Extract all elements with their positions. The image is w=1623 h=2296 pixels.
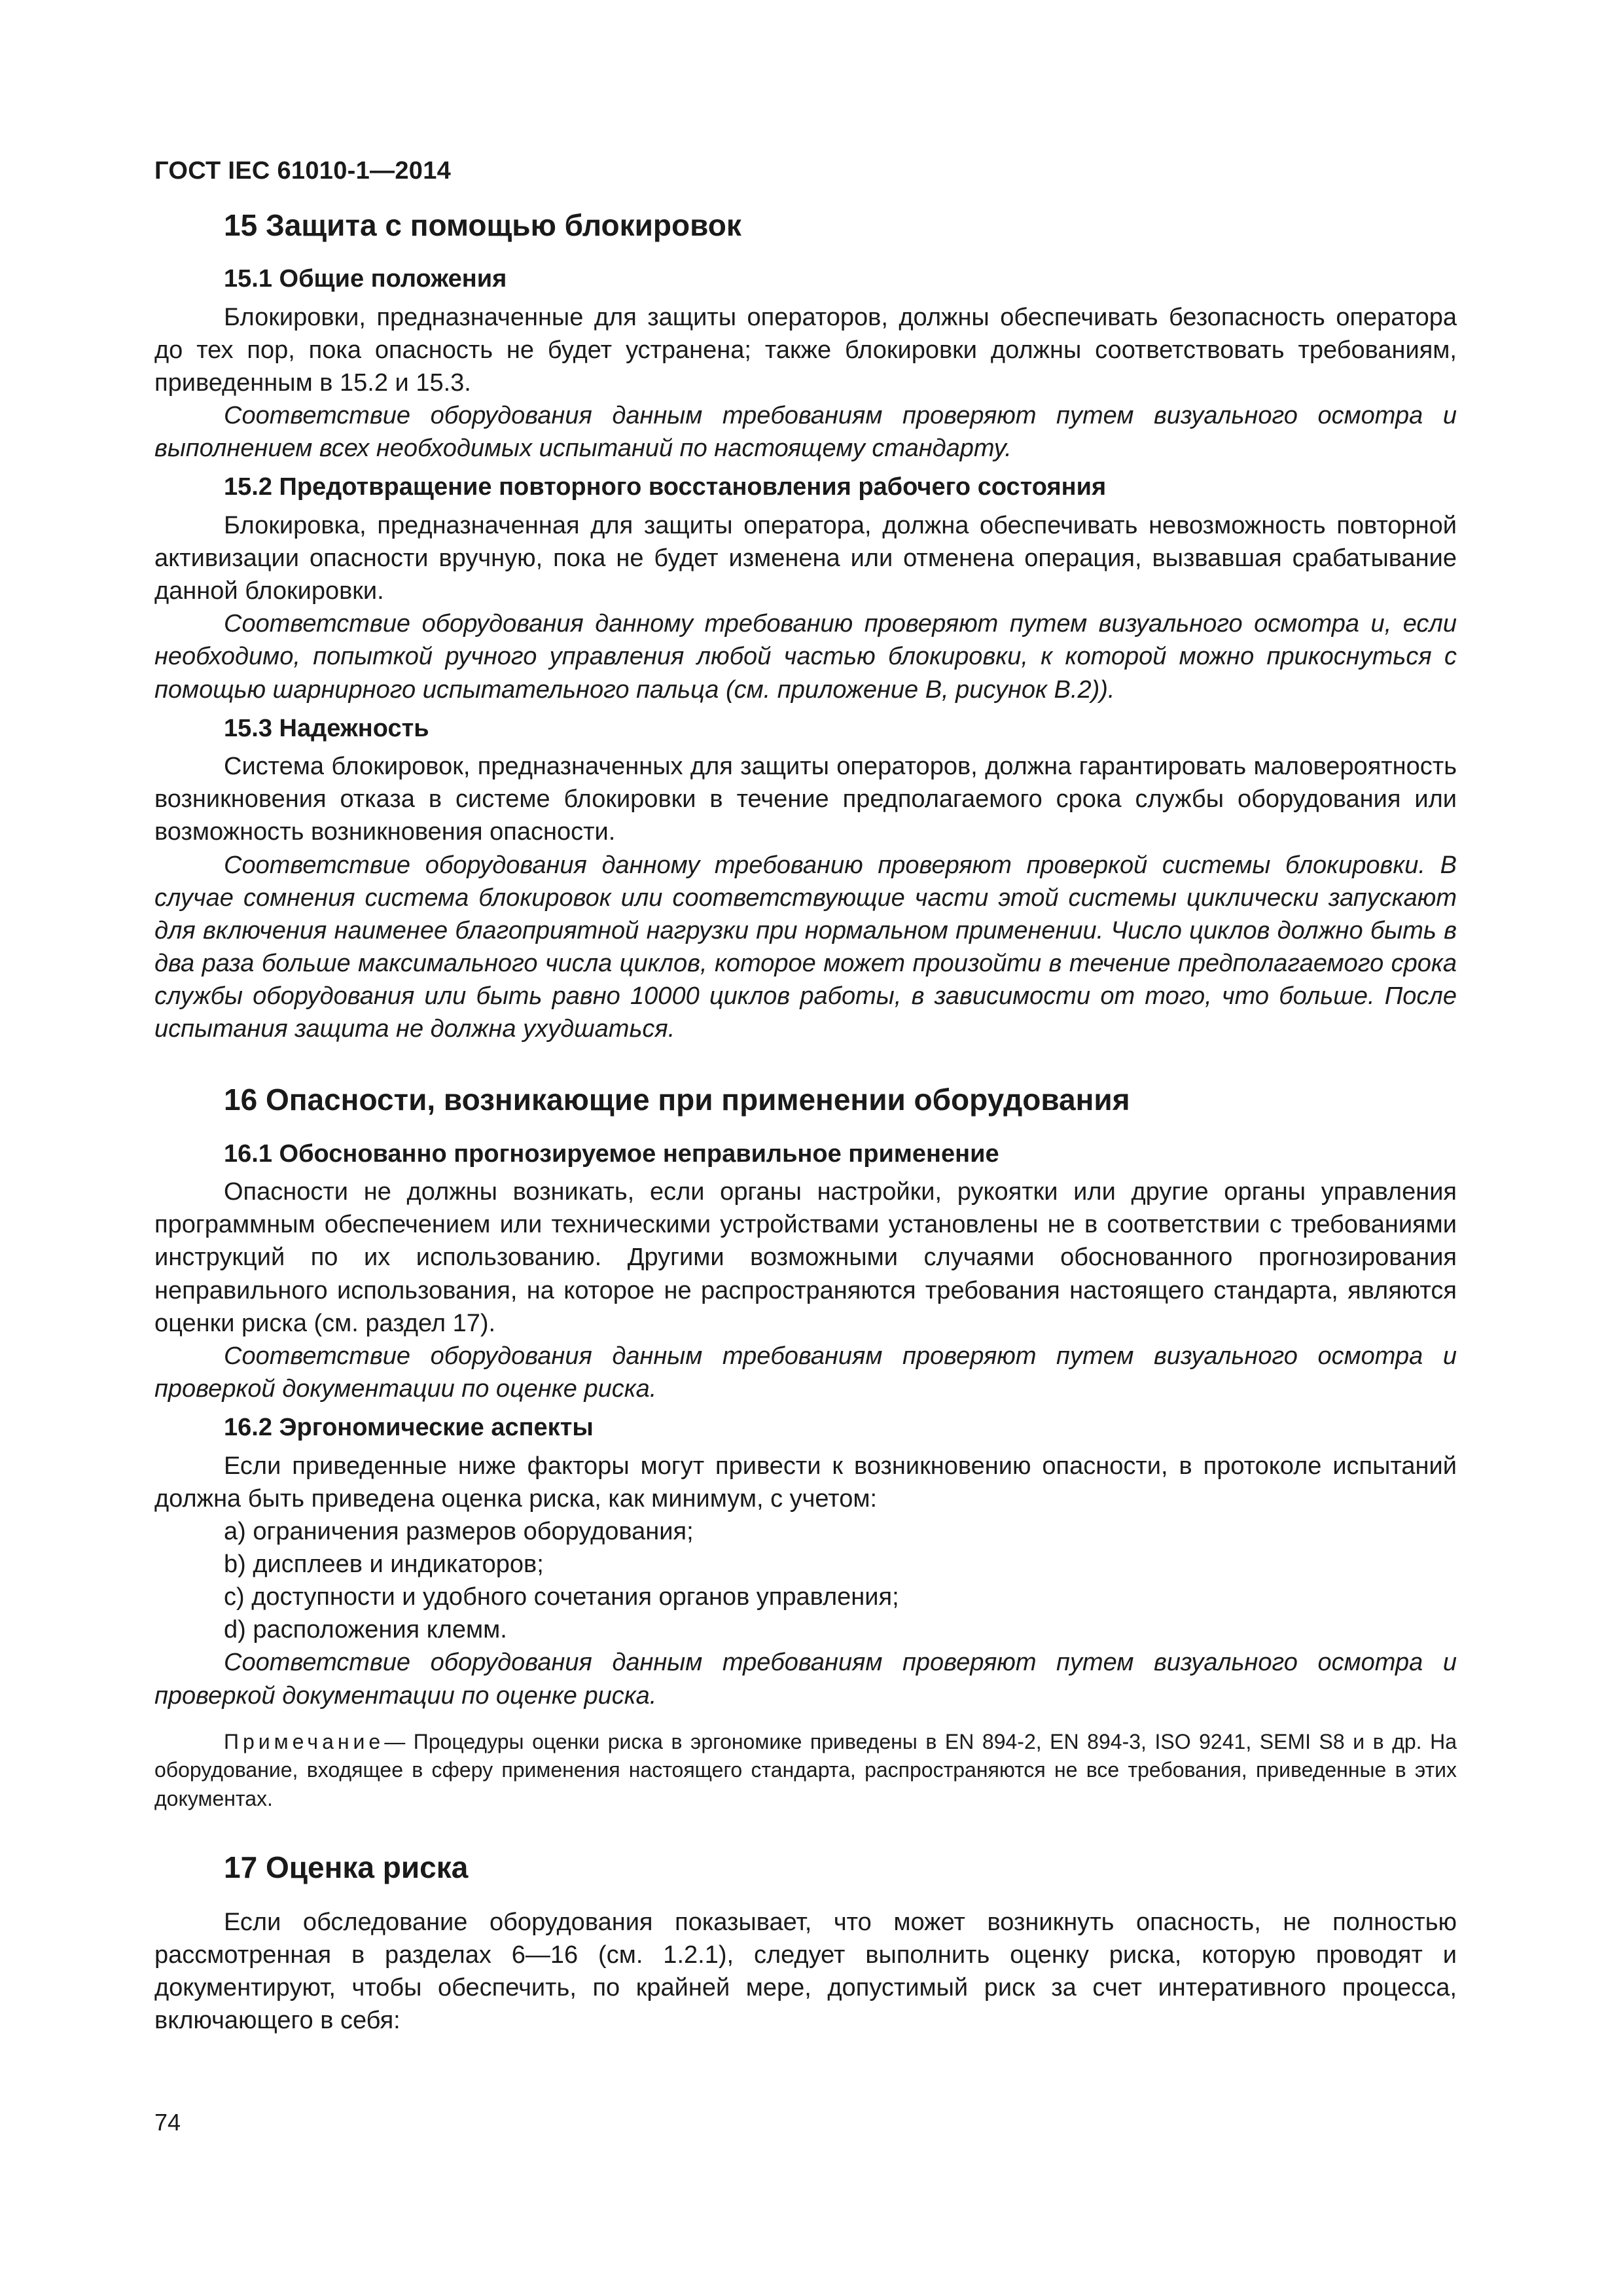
subsection-16-1-body: Опасности не должны возникать, если органы настройки, рукоятки или другие органы управления программным обеспечением или техническими устройствами установлены не в соответствии с требованиями инструкций по их использованию. Другими возможными случаями обоснованного прогнозирования неправильного использования, на которое не распространяются требования настоящего стандарта, являются оценки риска (см. раздел 17). — [154, 1178, 1457, 1337]
subsection-16-2-title: 16.2 Эргономические аспекты — [224, 1414, 594, 1442]
subsection-15-2-title: 15.2 Предотвращение повторного восстановления рабочего состояния — [224, 473, 1107, 501]
subsection-16-2-body: Если приведенные ниже факторы могут привести к возникновению опасности, в протоколе испытаний должна быть приведена оценка риска, как минимум, с учетом: — [154, 1452, 1457, 1513]
subsection-15-1-title: 15.1 Общие положения — [224, 265, 507, 293]
note-text: — Процедуры оценки риска в эргономике приведены в EN 894-2, EN 894-3, ISO 9241, SEMI S8 и в др. На оборудование, входящее в сферу применения настоящего стандарта, распространяются не все требования, приведенные в этих документах. — [154, 1729, 1457, 1810]
subsection-15-2-body: Блокировка, предназначенная для защиты оператора, должна обеспечивать невозможность повторной активизации опасности вручную, пока не будет изменена или отменена операция, вызвавшая срабатывание данной блокировки. — [154, 511, 1457, 605]
list-item: d) расположения клемм. — [224, 1616, 507, 1644]
subsection-15-3-compliance: Соответствие оборудования данному требованию проверяют проверкой системы блокировки. В случае сомнения система блокировок или соответствующие части этой системы циклически запускают для включения наименее благоприятной нагрузки при нормальном применении. Число циклов должно быть в два раза больше максимального числа циклов, которое может произойти в течение предполагаемого срока службы оборудования или быть равно 10000 циклов работы, в зависимости от того, что больше. После испытания защита не должна ухудшаться. — [154, 851, 1457, 1043]
list-item: b) дисплеев и индикаторов; — [224, 1551, 544, 1579]
subsection-15-1-compliance: Соответствие оборудования данным требованиям проверяют путем визуального осмотра и выполнением всех необходимых испытаний по настоящему стандарту. — [154, 402, 1457, 463]
list-item: a) ограничения размеров оборудования; — [224, 1517, 694, 1545]
ergonomic-factors-list — [154, 1515, 1457, 1647]
section-16-title: 16 Опасности, возникающие при применении оборудования — [224, 1083, 1130, 1117]
subsection-15-1-body: Блокировки, предназначенные для защиты операторов, должны обеспечивать безопасность оператора до тех пор, пока опасность не будет устранена; также блокировки должны соответствовать требованиям, приведенным в 15.2 и 15.3. — [154, 303, 1457, 397]
section-17-title: 17 Оценка риска — [224, 1850, 469, 1885]
note-label: Примечание — [224, 1729, 385, 1753]
list-item: c) доступности и удобного сочетания органов управления; — [224, 1583, 899, 1611]
subsection-16-1-title: 16.1 Обоснованно прогнозируемое неправильное применение — [224, 1139, 999, 1168]
subsection-15-3-title: 15.3 Надежность — [224, 714, 429, 742]
subsection-15-2-compliance: Соответствие оборудования данному требованию проверяют путем визуального осмотра и, если необходимо, попыткой ручного управления любой частью блокировки, к которой можно прикоснуться с помощью шарнирного испытательного пальца (см. приложение В, рисунок В.2)). — [154, 610, 1457, 704]
note-paragraph — [154, 1728, 1457, 1814]
section-17-body: Если обследование оборудования показывает, что может возникнуть опасность, не полностью рассмотренная в разделах 6—16 (см. 1.2.1), следует выполнить оценку риска, которую проводят и документируют, чтобы обеспечить, по крайней мере, допустимый риск за счет интеративного процесса, включающего в себя: — [154, 1908, 1457, 2034]
page-number: 74 — [154, 2109, 181, 2136]
section-15-title: 15 Защита с помощью блокировок — [224, 208, 741, 242]
subsection-15-3-body: Система блокировок, предназначенных для защиты операторов, должна гарантировать маловероятность возникновения отказа в системе блокировки в течение предполагаемого срока службы оборудования или возможность возникновения опасности. — [154, 753, 1457, 846]
document-code-header: ГОСТ IEC 61010-1—2014 — [154, 157, 452, 185]
subsection-16-2-compliance: Соответствие оборудования данным требованиям проверяют путем визуального осмотра и проверкой документации по оценке риска. — [154, 1649, 1457, 1710]
subsection-16-1-compliance: Соответствие оборудования данным требованиям проверяют путем визуального осмотра и проверкой документации по оценке риска. — [154, 1342, 1457, 1403]
page-content — [154, 157, 1457, 2037]
